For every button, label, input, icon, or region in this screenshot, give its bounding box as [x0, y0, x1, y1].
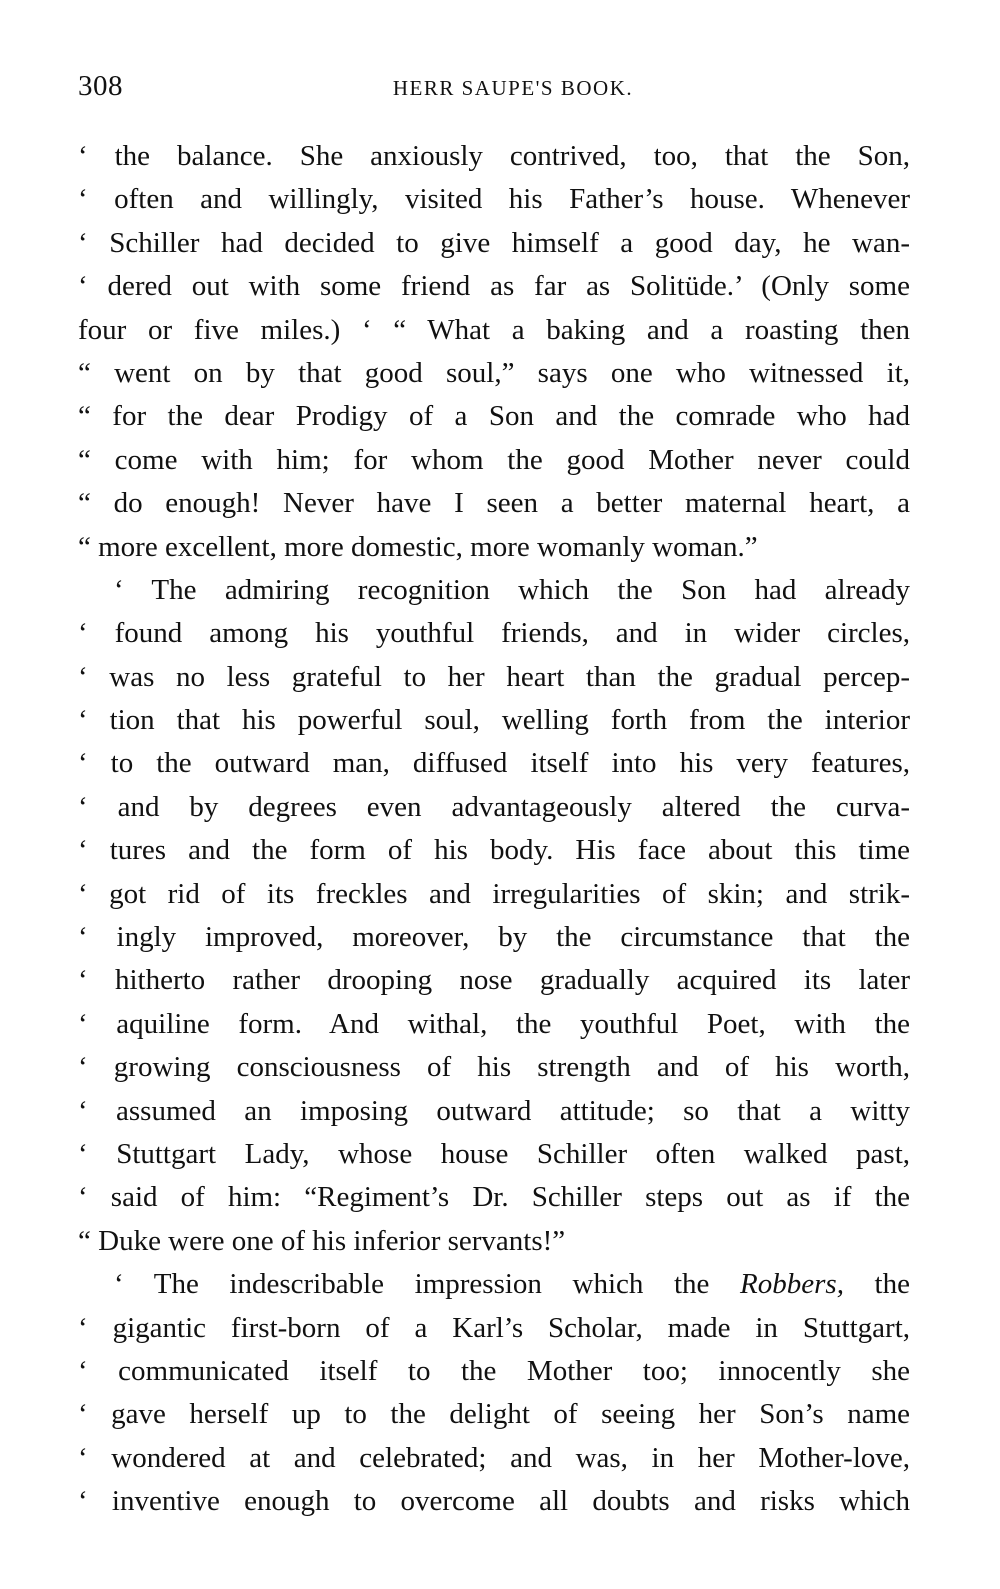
text-line: ‘ assumed an imposing outward attitude; so that a witty	[78, 1094, 910, 1127]
text-line: ‘ to the outward man, diffused itself into his very features,	[78, 747, 910, 780]
text-line: ‘ got rid of its freckles and irregularities of skin; and strik-	[78, 877, 910, 910]
text-line: ‘ wondered at and celebrated; and was, in her Mother-love,	[78, 1441, 910, 1474]
text-line: ‘ gigantic first-born of a Karl’s Scholar, made in Stuttgart,	[78, 1311, 910, 1344]
text-line: “ come with him; for whom the good Mother never could	[78, 443, 910, 476]
paragraph-start-line	[78, 1263, 910, 1306]
text-line: ‘ tures and the form of his body. His face about this time	[78, 834, 910, 867]
text-line: ‘ found among his youthful friends, and in wider circles,	[78, 617, 910, 650]
text-line: “ more excellent, more domestic, more womanly woman.”	[78, 530, 758, 563]
text-line: ‘ inventive enough to overcome all doubts and risks which	[78, 1485, 910, 1518]
text-line: ‘ hitherto rather drooping nose gradually acquired its later	[78, 964, 910, 997]
text-line: ‘ ingly improved, moreover, by the circumstance that the	[78, 921, 910, 954]
text-line: ‘ said of him: “Regiment’s Dr. Schiller steps out as if the	[78, 1181, 910, 1214]
text-line: ‘ the balance. She anxiously contrived, too, that the Son,	[78, 140, 910, 172]
body-text	[78, 135, 910, 1524]
text-line: ‘ Stuttgart Lady, whose house Schiller often walked past,	[78, 1137, 910, 1170]
text-line: ‘ often and willingly, visited his Father’s house. Whenever	[78, 183, 910, 216]
page-header	[78, 70, 908, 110]
text-line: “ went on by that good soul,” says one who witnessed it,	[78, 356, 910, 389]
text-line: four or five miles.) ‘ “ What a baking and a roasting then	[78, 313, 910, 346]
running-title: HERR SAUPE'S BOOK.	[392, 76, 634, 100]
text-segment: the	[843, 1268, 910, 1301]
text-line: ‘ was no less grateful to her heart than the gradual percep-	[78, 660, 910, 693]
text-line: ‘ and by degrees even advantageously altered the curva-	[78, 790, 910, 823]
text-line: ‘ tion that his powerful soul, welling forth from the interior	[78, 704, 910, 737]
text-line: “ do enough! Never have I seen a better maternal heart, a	[78, 487, 910, 520]
text-line: ‘ communicated itself to the Mother too; innocently she	[78, 1354, 910, 1387]
paragraph-start-line: ‘ The admiring recognition which the Son had already	[114, 573, 910, 606]
italic-title: Robbers,	[740, 1268, 844, 1301]
text-line: “ Duke were one of his inferior servants!”	[78, 1224, 566, 1257]
text-line: ‘ growing consciousness of his strength and of his worth,	[78, 1051, 910, 1084]
text-line: ‘ gave herself up to the delight of seeing her Son’s name	[78, 1398, 910, 1431]
text-line: “ for the dear Prodigy of a Son and the comrade who had	[78, 400, 910, 433]
text-line: ‘ aquiline form. And withal, the youthful Poet, with the	[78, 1007, 910, 1040]
text-line: ‘ dered out with some friend as far as Solitüde.’ (Only some	[78, 270, 910, 303]
text-line: ‘ Schiller had decided to give himself a good day, he wan-	[78, 226, 910, 259]
text-segment: ‘ The indescribable impression which the	[114, 1268, 710, 1301]
page-number: 308	[78, 70, 123, 102]
